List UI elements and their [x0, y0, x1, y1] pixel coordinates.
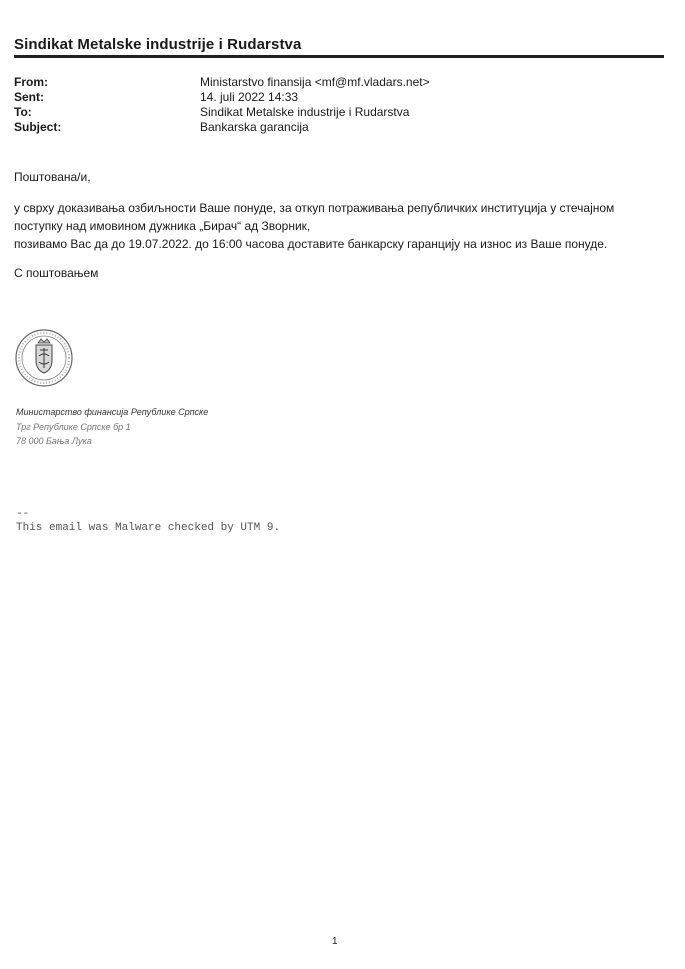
signature-address-1: Трг Републике Српске бр 1	[16, 422, 131, 432]
subject-value: Bankarska garancija	[200, 120, 309, 134]
to-value: Sindikat Metalske industrije i Rudarstva	[200, 105, 410, 119]
from-label: From:	[14, 75, 48, 89]
body-line-3: позивамо Вас да до 19.07.2022. до 16:00 часова доставите банкарску гаранцију на износ из Ваше понуде.	[14, 237, 608, 251]
body-line-1: у сврху доказивања озбиљности Ваше понуде, за откуп потраживања републичких институција у стечајном	[14, 201, 615, 215]
from-value: Ministarstvo finansija <mf@mf.vladars.net>	[200, 75, 430, 89]
org-title: Sindikat Metalske industrije i Rudarstva	[14, 36, 302, 53]
malware-note: This email was Malware checked by UTM 9.	[16, 522, 281, 534]
sent-label: Sent:	[14, 90, 44, 104]
greeting: Поштована/и,	[14, 170, 91, 184]
to-label: To:	[14, 105, 32, 119]
signature-name: Министарство финансија Републике Српске	[16, 407, 209, 417]
coat-of-arms-seal-icon	[14, 328, 74, 388]
sent-value: 14. juli 2022 14:33	[200, 90, 299, 104]
body-paragraph	[14, 199, 614, 253]
footer-separator: --	[16, 508, 30, 520]
header-rule	[14, 55, 664, 58]
signature-address-2: 78 000 Бања Лука	[16, 436, 92, 446]
closing: С поштовањем	[14, 266, 99, 280]
body-line-2: поступку над имовином дужника „Бирач“ ад Зворник,	[14, 219, 311, 233]
subject-label: Subject:	[14, 120, 62, 134]
page-number: 1	[332, 936, 338, 947]
